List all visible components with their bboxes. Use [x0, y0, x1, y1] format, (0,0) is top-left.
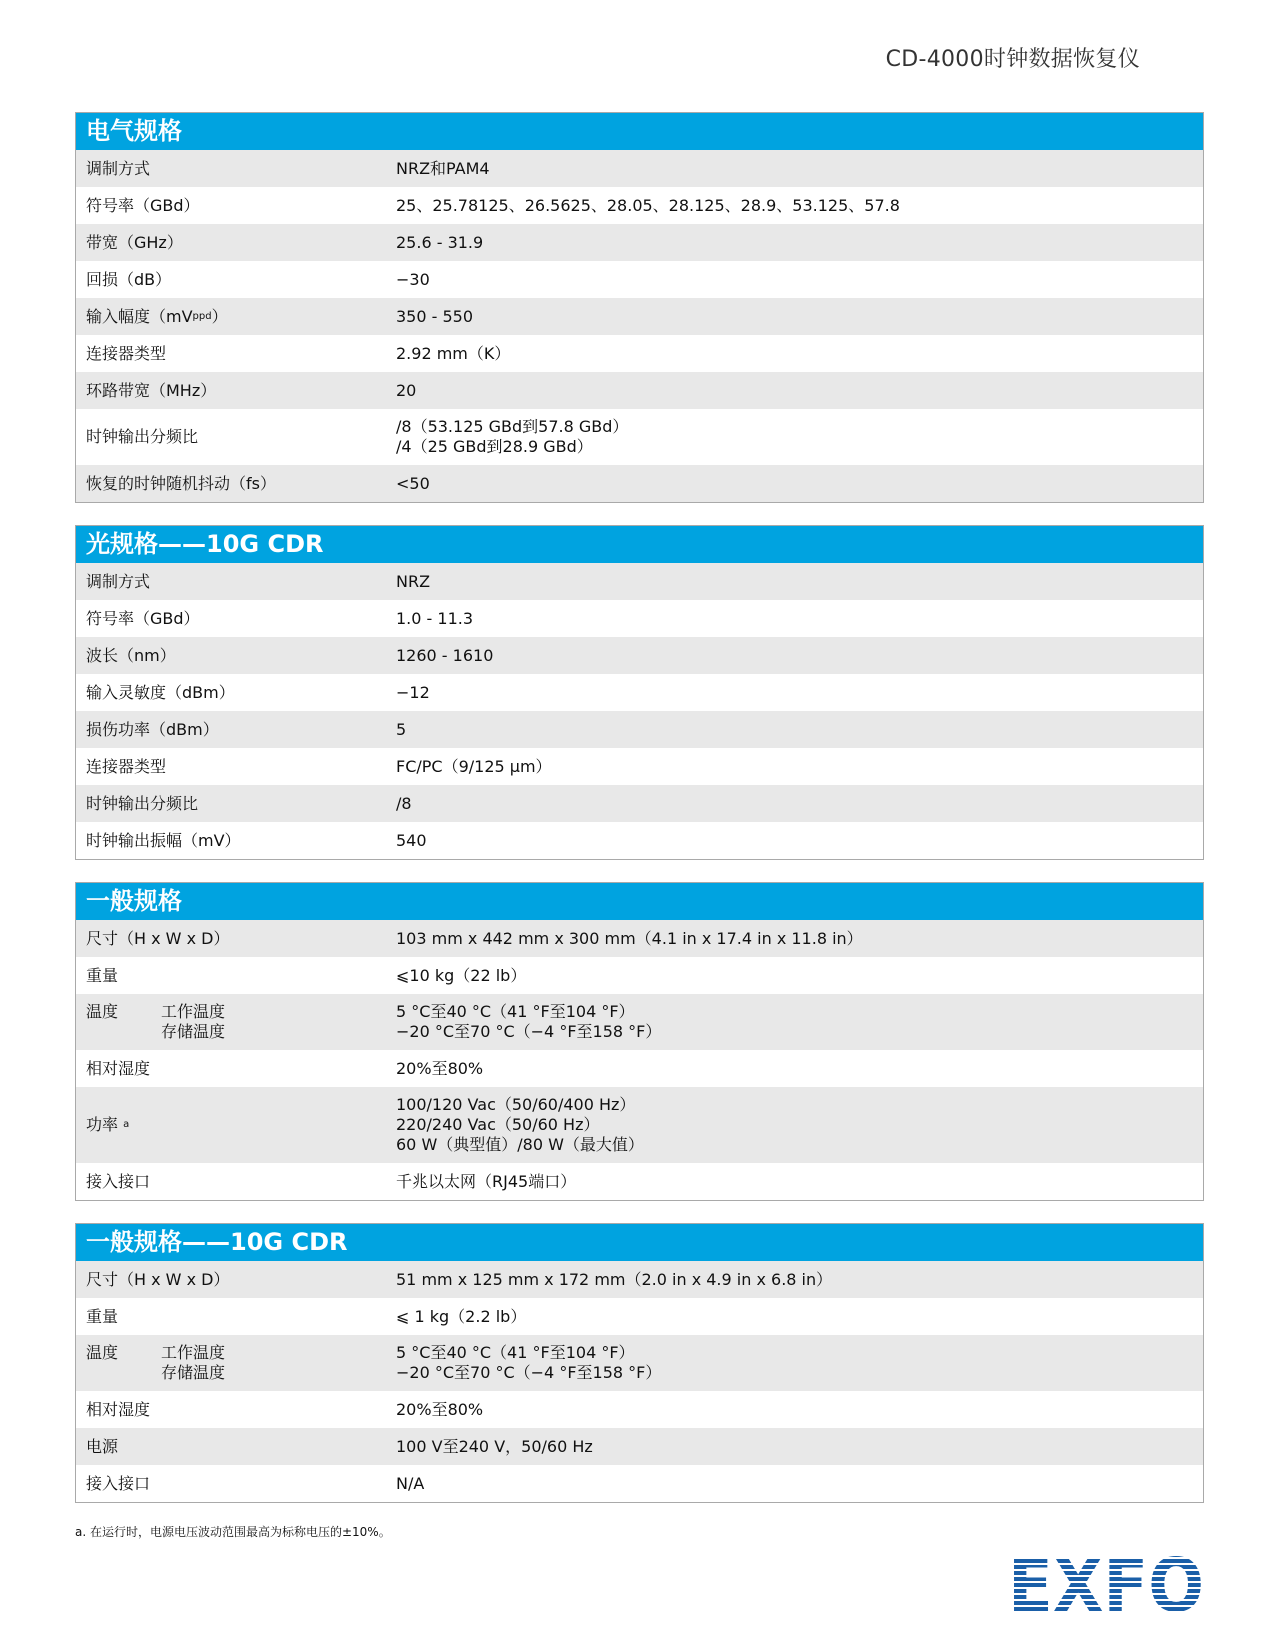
row-label: 恢复的时钟随机抖动（fs） — [86, 473, 276, 493]
row-value: 5 — [396, 719, 407, 739]
table-row — [76, 785, 1203, 822]
row-value: 2.92 mm（K） — [396, 343, 511, 363]
row-value: 100 V至240 V，50/60 Hz — [396, 1436, 593, 1456]
table-row — [76, 1087, 1203, 1163]
row-value: 5 °C至40 °C（41 °F至104 °F） −20 °C至70 °C（−4 °F至158 °F） — [396, 1343, 662, 1382]
table-row — [76, 1465, 1203, 1502]
row-value: −30 — [396, 269, 430, 289]
document-title: CD-4000时钟数据恢复仪 — [885, 47, 1140, 72]
table-title: 一般规格——10G CDR — [76, 1224, 1203, 1261]
row-value: ⩽ 1 kg（2.2 lb） — [396, 1306, 527, 1326]
footnote: a. 在运行时，电源电压波动范围最高为标称电压的±10%。 — [75, 1525, 391, 1539]
table-row — [76, 637, 1203, 674]
row-value: 1260 - 1610 — [396, 645, 494, 665]
row-value: 20 — [396, 380, 417, 400]
row-label: 时钟输出分频比 — [86, 427, 199, 446]
row-value: 350 - 550 — [396, 306, 474, 326]
row-label: 相对湿度 — [86, 1058, 151, 1078]
row-value: 5 °C至40 °C（41 °F至104 °F） −20 °C至70 °C（−4 °F至158 °F） — [396, 1002, 662, 1041]
row-label: 回损（dB） — [86, 269, 172, 289]
row-value: 千兆以太网（RJ45端口） — [396, 1171, 577, 1191]
table-row — [76, 920, 1203, 957]
row-label: 重量 — [86, 1306, 119, 1326]
table-row — [76, 335, 1203, 372]
svg-text:EXFO: EXFO — [1008, 1543, 1204, 1629]
row-value: −12 — [396, 682, 430, 702]
table-title: 电气规格 — [76, 113, 1203, 150]
row-label: 损伤功率（dBm） — [86, 719, 219, 739]
row-value: ⩽10 kg（22 lb） — [396, 965, 527, 985]
table-row — [76, 224, 1203, 261]
row-label: 输入灵敏度（dBm） — [86, 682, 235, 702]
row-label: 接入接口 — [86, 1171, 151, 1191]
table-row — [76, 1335, 1203, 1391]
row-value: 25、25.78125、26.5625、28.05、28.125、28.9、53.125、57.8 — [396, 195, 900, 215]
exfo-logo — [1008, 1543, 1204, 1629]
table-row — [76, 1391, 1203, 1428]
row-label: 输入幅度（mV ppd ） — [86, 306, 228, 326]
row-value: NRZ和PAM4 — [396, 158, 490, 178]
table-row — [76, 261, 1203, 298]
row-label: 相对湿度 — [86, 1399, 151, 1419]
table-row — [76, 187, 1203, 224]
table-row — [76, 748, 1203, 785]
table-row — [76, 822, 1203, 859]
row-label: 尺寸（H x W x D） — [86, 1269, 230, 1289]
row-value: N/A — [396, 1473, 425, 1493]
table-title: 光规格——10G CDR — [76, 526, 1203, 563]
table-row — [76, 1163, 1203, 1200]
row-value: 103 mm x 442 mm x 300 mm（4.1 in x 17.4 in x 11.8 in） — [396, 928, 863, 948]
row-label: 符号率（GBd） — [86, 608, 200, 628]
row-value: 100/120 Vac（50/60/400 Hz） 220/240 Vac（50/60 Hz） 60 W（典型值）/80 W（最大值） — [396, 1095, 644, 1154]
table-row — [76, 465, 1203, 502]
table-row — [76, 600, 1203, 637]
row-value: 25.6 - 31.9 — [396, 232, 484, 252]
optical-spec-table — [75, 525, 1204, 860]
table-title: 一般规格 — [76, 883, 1203, 920]
row-value: <50 — [396, 473, 430, 493]
table-row — [76, 298, 1203, 335]
row-label: 温度 工作温度 存储温度 — [86, 1343, 226, 1382]
row-label: 电源 — [86, 1436, 119, 1456]
table-row — [76, 1261, 1203, 1298]
table-row — [76, 674, 1203, 711]
row-label: 带宽（GHz） — [86, 232, 183, 252]
table-row — [76, 711, 1203, 748]
row-value: 1.0 - 11.3 — [396, 608, 474, 628]
row-value: 20%至80% — [396, 1058, 484, 1078]
electrical-spec-table — [75, 112, 1204, 503]
table-row — [76, 994, 1203, 1050]
row-label: 接入接口 — [86, 1473, 151, 1493]
row-label: 波长（nm） — [86, 645, 176, 665]
row-value: NRZ — [396, 571, 431, 591]
row-label: 重量 — [86, 965, 119, 985]
row-label: 时钟输出振幅（mV） — [86, 830, 241, 850]
row-label: 环路带宽（MHz） — [86, 380, 217, 400]
table-row — [76, 1298, 1203, 1335]
table-row — [76, 372, 1203, 409]
table-row — [76, 563, 1203, 600]
row-label: 连接器类型 — [86, 756, 167, 776]
row-value: /8（53.125 GBd到57.8 GBd） /4（25 GBd到28.9 GBd） — [396, 417, 629, 456]
row-value: 20%至80% — [396, 1399, 484, 1419]
row-value: 51 mm x 125 mm x 172 mm（2.0 in x 4.9 in x 6.8 in） — [396, 1269, 833, 1289]
row-label: 时钟输出分频比 — [86, 793, 199, 813]
table-row — [76, 409, 1203, 465]
row-label: 尺寸（H x W x D） — [86, 928, 230, 948]
row-label: 连接器类型 — [86, 343, 167, 363]
row-value: /8 — [396, 793, 412, 813]
row-label: 温度 工作温度 存储温度 — [86, 1002, 226, 1041]
row-label: 调制方式 — [86, 158, 151, 178]
row-value: 540 — [396, 830, 427, 850]
general-10g-spec-table — [75, 1223, 1204, 1503]
table-row — [76, 150, 1203, 187]
exfo-logo-graphic — [1008, 1543, 1204, 1629]
table-row — [76, 1050, 1203, 1087]
row-label: 符号率（GBd） — [86, 195, 200, 215]
table-row — [76, 957, 1203, 994]
table-row — [76, 1428, 1203, 1465]
row-value: FC/PC（9/125 μm） — [396, 756, 552, 776]
row-label: 功率 a — [86, 1115, 130, 1134]
general-spec-table — [75, 882, 1204, 1201]
row-label: 调制方式 — [86, 571, 151, 591]
